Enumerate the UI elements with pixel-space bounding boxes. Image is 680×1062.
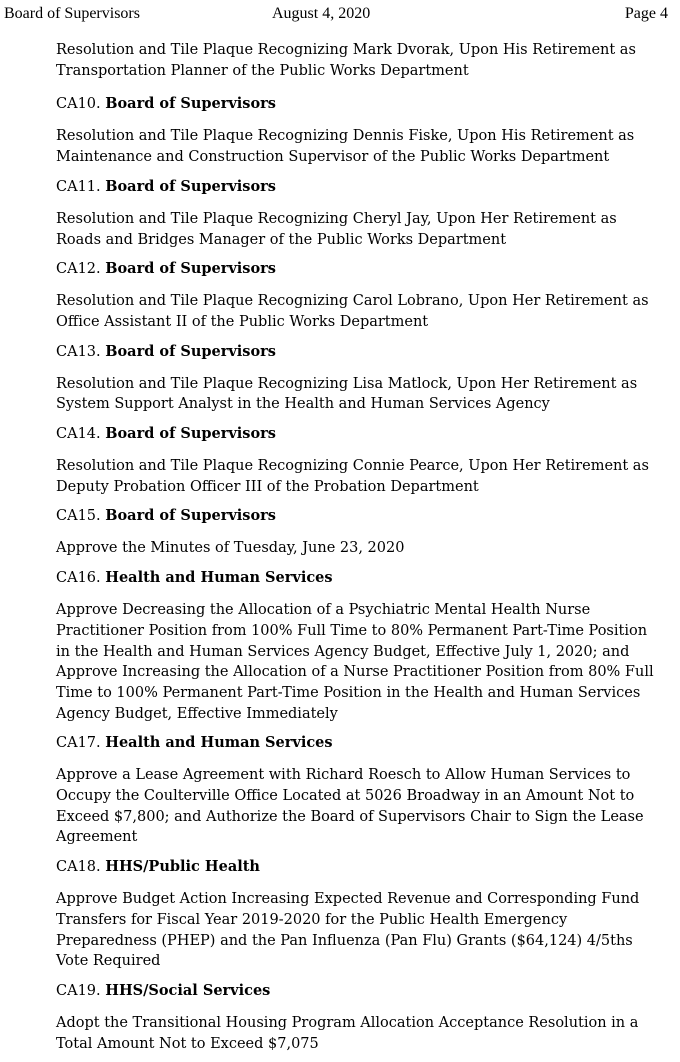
agenda-item-description: [56, 600, 666, 724]
agenda-item-description: [56, 1013, 666, 1054]
agenda-item-heading: [56, 341, 666, 374]
agenda-item: [56, 176, 666, 250]
agenda-item-description: [56, 889, 666, 972]
agenda-item-number: CA19.: [56, 982, 101, 999]
agenda-item-description: [56, 765, 666, 848]
agenda-item: [56, 341, 666, 415]
agenda-item: [56, 93, 666, 167]
agenda-item-department: Board of Supervisors: [105, 342, 276, 360]
agenda-item-department: Board of Supervisors: [105, 425, 276, 443]
description-line: Approve Increasing the Allocation of a Nurse Practitioner Position from 80% Full: [56, 664, 654, 681]
agenda-item: [56, 505, 666, 559]
description-line: Agency Budget, Effective Immediately: [56, 705, 338, 722]
description-line: Adopt the Transitional Housing Program Allocation Acceptance Resolution in a: [56, 1014, 639, 1031]
agenda-item-department: Board of Supervisors: [105, 95, 276, 113]
agenda-item-description: [56, 126, 666, 167]
page-header: [0, 3, 680, 25]
description-line: Time to 100% Permanent Part-Time Position in the Health and Human Services: [56, 684, 641, 701]
description-line: Transfers for Fiscal Year 2019-2020 for the Public Health Emergency: [56, 911, 568, 928]
description-line: Vote Required: [56, 953, 161, 970]
agenda-item-description: [56, 374, 666, 415]
continuation-paragraph: [56, 40, 666, 81]
agenda-item: [56, 567, 666, 724]
description-line: Resolution and Tile Plaque Recognizing Lisa Matlock, Upon Her Retirement as: [56, 375, 638, 392]
agenda-item-number: CA16.: [56, 570, 101, 587]
description-line: Agreement: [56, 829, 138, 846]
agenda-item-department: Board of Supervisors: [105, 260, 276, 278]
agenda-item-heading: [56, 980, 666, 1013]
agenda-item-heading: [56, 505, 666, 538]
agenda-item: [56, 732, 666, 848]
agenda-item-department: HHS/Social Services: [105, 981, 271, 999]
agenda-item: [56, 258, 666, 332]
agenda-item-description: [56, 538, 666, 559]
description-line: Approve Budget Action Increasing Expected Revenue and Corresponding Fund: [56, 891, 640, 908]
agenda-item-number: CA14.: [56, 426, 101, 443]
agenda-item: [56, 856, 666, 972]
agenda-item-description: [56, 456, 666, 497]
description-line: Approve the Minutes of Tuesday, June 23, 2020: [56, 540, 405, 557]
description-line: Practitioner Position from 100% Full Time to 80% Permanent Part-Time Position: [56, 622, 648, 639]
agenda-item: [56, 423, 666, 497]
description-line: Occupy the Coulterville Office Located at 5026 Broadway in an Amount Not to: [56, 788, 635, 805]
agenda-item-heading: [56, 93, 666, 126]
description-line: Office Assistant II of the Public Works Department: [56, 313, 429, 330]
description-line: Deputy Probation Officer III of the Probation Department: [56, 478, 479, 495]
agenda-item-number: CA11.: [56, 178, 101, 195]
agenda-item-department: Board of Supervisors: [105, 177, 276, 195]
agenda-item-department: HHS/Public Health: [105, 858, 260, 876]
description-line: in the Health and Human Services Agency Budget, Effective July 1, 2020; and: [56, 643, 630, 660]
agenda-item-description: [56, 209, 666, 250]
description-line: Approve a Lease Agreement with Richard Roesch to Allow Human Services to: [56, 767, 631, 784]
description-line: System Support Analyst in the Health and Human Services Agency: [56, 396, 550, 413]
description-line: Resolution and Tile Plaque Recognizing Connie Pearce, Upon Her Retirement as: [56, 458, 649, 475]
description-line: Approve Decreasing the Allocation of a Psychiatric Mental Health Nurse: [56, 602, 591, 619]
agenda-item-heading: [56, 423, 666, 456]
agenda-item-number: CA12.: [56, 261, 101, 278]
agenda-item-heading: [56, 258, 666, 291]
description-line: Total Amount Not to Exceed $7,075: [56, 1035, 319, 1052]
consent-agenda-items: [56, 93, 666, 1054]
agenda-item-heading: [56, 567, 666, 600]
agenda-item-department: Health and Human Services: [105, 569, 333, 587]
agenda-item-number: CA15.: [56, 508, 101, 525]
description-line: Resolution and Tile Plaque Recognizing Dennis Fiske, Upon His Retirement as: [56, 128, 635, 145]
agenda-item-number: CA13.: [56, 343, 101, 360]
continuation-text-line-2: Transportation Planner of the Public Works Department: [56, 62, 469, 79]
agenda-item-number: CA10.: [56, 96, 101, 113]
description-line: Resolution and Tile Plaque Recognizing Cheryl Jay, Upon Her Retirement as: [56, 210, 617, 227]
description-line: Maintenance and Construction Supervisor of the Public Works Department: [56, 149, 610, 166]
agenda-item-heading: [56, 856, 666, 889]
header-page-number: Page 4: [624, 5, 668, 22]
agenda-item-heading: [56, 732, 666, 765]
header-date: August 4, 2020: [272, 5, 371, 22]
description-line: Roads and Bridges Manager of the Public Works Department: [56, 231, 507, 248]
agenda-content: [56, 40, 666, 1062]
continuation-text-line-1: Resolution and Tile Plaque Recognizing Mark Dvorak, Upon His Retirement as: [56, 42, 636, 58]
description-line: Resolution and Tile Plaque Recognizing Carol Lobrano, Upon Her Retirement as: [56, 293, 649, 310]
agenda-item-department: Board of Supervisors: [105, 507, 276, 525]
agenda-item-number: CA18.: [56, 859, 101, 876]
agenda-item-department: Health and Human Services: [105, 734, 333, 752]
description-line: Exceed $7,800; and Authorize the Board of Supervisors Chair to Sign the Lease: [56, 808, 644, 825]
agenda-item-description: [56, 291, 666, 332]
header-board-name: Board of Supervisors: [4, 5, 140, 22]
description-line: Preparedness (PHEP) and the Pan Influenza (Pan Flu) Grants ($64,124) 4/5ths: [56, 932, 633, 949]
agenda-item: [56, 980, 666, 1054]
agenda-item-number: CA17.: [56, 735, 101, 752]
agenda-item-heading: [56, 176, 666, 209]
